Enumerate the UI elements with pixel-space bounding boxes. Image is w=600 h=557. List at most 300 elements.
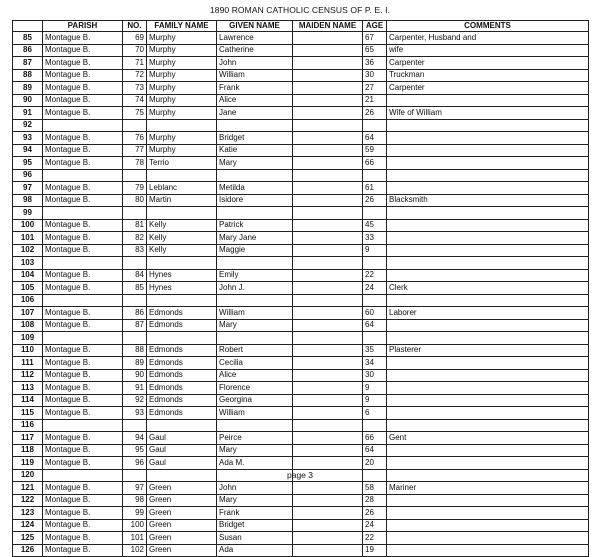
maiden-name-cell (293, 207, 363, 220)
table-row (13, 182, 589, 195)
table-row (13, 132, 589, 145)
row-number: 121 (13, 482, 43, 495)
comments-cell (387, 544, 589, 557)
comments-cell (387, 244, 589, 257)
parish-cell: Montague B. (43, 532, 123, 545)
family-name-cell: Edmonds (147, 382, 217, 395)
no-cell: 99 (123, 507, 147, 520)
age-cell: 22 (363, 269, 387, 282)
no-cell: 72 (123, 69, 147, 82)
given-name-cell: Patrick (217, 219, 293, 232)
family-name-cell: Green (147, 544, 217, 557)
no-cell (123, 294, 147, 307)
given-name-cell: Alice (217, 369, 293, 382)
family-name-cell: Edmonds (147, 357, 217, 370)
family-name-cell (147, 119, 217, 132)
row-number: 90 (13, 94, 43, 107)
age-cell: 33 (363, 232, 387, 245)
parish-cell (43, 332, 123, 345)
comments-cell (387, 294, 589, 307)
table-row (13, 294, 589, 307)
family-name-cell: Martin (147, 194, 217, 207)
comments-cell (387, 532, 589, 545)
family-name-cell: Murphy (147, 107, 217, 120)
no-cell: 92 (123, 394, 147, 407)
parish-cell: Montague B. (43, 219, 123, 232)
family-name-cell (147, 332, 217, 345)
family-name-cell: Edmonds (147, 307, 217, 320)
no-cell: 90 (123, 369, 147, 382)
maiden-name-cell (293, 119, 363, 132)
row-number: 92 (13, 119, 43, 132)
maiden-name-cell (293, 394, 363, 407)
given-name-cell: Emily (217, 269, 293, 282)
parish-cell: Montague B. (43, 494, 123, 507)
comments-cell (387, 369, 589, 382)
given-name-cell: Mary Jane (217, 232, 293, 245)
row-number: 98 (13, 194, 43, 207)
family-name-cell: Murphy (147, 132, 217, 145)
age-cell: 34 (363, 357, 387, 370)
row-number: 119 (13, 457, 43, 470)
maiden-name-cell (293, 407, 363, 420)
maiden-name-cell (293, 194, 363, 207)
maiden-name-cell (293, 107, 363, 120)
family-name-cell: Edmonds (147, 369, 217, 382)
parish-cell: Montague B. (43, 157, 123, 170)
given-name-cell: Peirce (217, 432, 293, 445)
row-number: 105 (13, 282, 43, 295)
no-cell (123, 257, 147, 270)
no-cell: 84 (123, 269, 147, 282)
comments-cell (387, 419, 589, 432)
comments-cell (387, 219, 589, 232)
parish-cell: Montague B. (43, 369, 123, 382)
no-cell: 98 (123, 494, 147, 507)
no-cell: 83 (123, 244, 147, 257)
table-row (13, 457, 589, 470)
comments-cell (387, 457, 589, 470)
parish-cell: Montague B. (43, 457, 123, 470)
comments-cell (387, 132, 589, 145)
no-cell: 81 (123, 219, 147, 232)
given-name-cell (217, 257, 293, 270)
age-cell (363, 207, 387, 220)
given-name-cell: Ada (217, 544, 293, 557)
no-cell: 70 (123, 44, 147, 57)
maiden-name-cell (293, 144, 363, 157)
row-number: 89 (13, 82, 43, 95)
maiden-name-cell (293, 382, 363, 395)
table-row (13, 244, 589, 257)
no-cell: 80 (123, 194, 147, 207)
row-number: 97 (13, 182, 43, 195)
age-cell (363, 257, 387, 270)
given-name-cell: Susan (217, 532, 293, 545)
no-cell (123, 419, 147, 432)
no-cell: 69 (123, 32, 147, 45)
table-row (13, 94, 589, 107)
age-cell: 45 (363, 219, 387, 232)
row-number: 96 (13, 169, 43, 182)
row-number: 117 (13, 432, 43, 445)
parish-cell (43, 207, 123, 220)
no-cell (123, 169, 147, 182)
comments-cell (387, 444, 589, 457)
table-row (13, 82, 589, 95)
age-cell: 19 (363, 544, 387, 557)
table-row (13, 232, 589, 245)
row-number: 100 (13, 219, 43, 232)
row-number: 94 (13, 144, 43, 157)
table-row (13, 32, 589, 45)
row-number: 114 (13, 394, 43, 407)
table-row (13, 207, 589, 220)
table-row (13, 319, 589, 332)
given-name-cell (217, 207, 293, 220)
comments-cell (387, 519, 589, 532)
comments-cell (387, 357, 589, 370)
page-number: page 3 (287, 470, 313, 480)
header-row (13, 21, 589, 32)
row-number: 87 (13, 57, 43, 70)
parish-cell: Montague B. (43, 32, 123, 45)
given-name-cell: Isidore (217, 194, 293, 207)
row-number: 86 (13, 44, 43, 57)
maiden-name-cell (293, 457, 363, 470)
row-number: 95 (13, 157, 43, 170)
given-name-cell: Catherine (217, 44, 293, 57)
age-cell: 30 (363, 69, 387, 82)
no-cell (123, 332, 147, 345)
maiden-name-cell (293, 444, 363, 457)
maiden-name-cell (293, 57, 363, 70)
age-cell: 24 (363, 519, 387, 532)
no-cell: 102 (123, 544, 147, 557)
parish-cell: Montague B. (43, 407, 123, 420)
given-name-cell: Mary (217, 157, 293, 170)
maiden-name-cell (293, 132, 363, 145)
maiden-name-cell (293, 544, 363, 557)
parish-cell (43, 169, 123, 182)
family-name-cell: Gaul (147, 432, 217, 445)
given-name-cell: Mary (217, 319, 293, 332)
given-name-cell: Mary (217, 494, 293, 507)
maiden-name-cell (293, 257, 363, 270)
parish-cell: Montague B. (43, 57, 123, 70)
table-row (13, 444, 589, 457)
age-cell: 9 (363, 244, 387, 257)
parish-cell: Montague B. (43, 44, 123, 57)
given-name-cell (217, 419, 293, 432)
comments-cell (387, 332, 589, 345)
parish-cell: Montague B. (43, 357, 123, 370)
age-cell: 24 (363, 282, 387, 295)
no-cell: 97 (123, 482, 147, 495)
no-cell: 101 (123, 532, 147, 545)
comments-cell (387, 207, 589, 220)
row-number: 104 (13, 269, 43, 282)
given-name-cell: Katie (217, 144, 293, 157)
maiden-name-cell (293, 182, 363, 195)
col-header-no: NO. (123, 21, 147, 32)
parish-cell: Montague B. (43, 544, 123, 557)
row-number: 109 (13, 332, 43, 345)
table-row (13, 332, 589, 345)
table-row (13, 107, 589, 120)
family-name-cell: Green (147, 482, 217, 495)
maiden-name-cell (293, 494, 363, 507)
no-cell: 75 (123, 107, 147, 120)
maiden-name-cell (293, 432, 363, 445)
parish-cell: Montague B. (43, 507, 123, 520)
parish-cell: Montague B. (43, 182, 123, 195)
age-cell: 35 (363, 344, 387, 357)
row-number: 115 (13, 407, 43, 420)
col-header-parish: PARISH (43, 21, 123, 32)
age-cell: 36 (363, 57, 387, 70)
maiden-name-cell (293, 482, 363, 495)
table-row (13, 69, 589, 82)
maiden-name-cell (293, 357, 363, 370)
page-title: 1890 ROMAN CATHOLIC CENSUS OF P. E. I. (209, 5, 391, 15)
age-cell: 65 (363, 44, 387, 57)
age-cell: 22 (363, 532, 387, 545)
table-row (13, 307, 589, 320)
comments-cell: Gent (387, 432, 589, 445)
given-name-cell (217, 119, 293, 132)
row-number: 91 (13, 107, 43, 120)
maiden-name-cell (293, 169, 363, 182)
row-number: 126 (13, 544, 43, 557)
parish-cell: Montague B. (43, 519, 123, 532)
comments-cell: Plasterer (387, 344, 589, 357)
table-row (13, 507, 589, 520)
col-header-comments: COMMENTS (387, 21, 589, 32)
family-name-cell: Leblanc (147, 182, 217, 195)
row-number: 106 (13, 294, 43, 307)
row-number: 85 (13, 32, 43, 45)
no-cell: 79 (123, 182, 147, 195)
no-cell: 96 (123, 457, 147, 470)
parish-cell: Montague B. (43, 82, 123, 95)
table-row (13, 432, 589, 445)
age-cell (363, 169, 387, 182)
age-cell: 64 (363, 444, 387, 457)
family-name-cell (147, 294, 217, 307)
comments-cell: Mariner (387, 482, 589, 495)
table-row (13, 157, 589, 170)
given-name-cell: Lawrence (217, 32, 293, 45)
col-header-family-name: FAMILY NAME (147, 21, 217, 32)
given-name-cell: Cecilia (217, 357, 293, 370)
table-row (13, 532, 589, 545)
family-name-cell: Edmonds (147, 407, 217, 420)
table-row (13, 57, 589, 70)
given-name-cell: Maggie (217, 244, 293, 257)
no-cell: 100 (123, 519, 147, 532)
maiden-name-cell (293, 232, 363, 245)
row-number: 113 (13, 382, 43, 395)
parish-cell: Montague B. (43, 344, 123, 357)
col-header-index (13, 21, 43, 32)
comments-cell: Wife of William (387, 107, 589, 120)
parish-cell: Montague B. (43, 432, 123, 445)
given-name-cell: William (217, 69, 293, 82)
given-name-cell: Ada M. (217, 457, 293, 470)
age-cell (363, 332, 387, 345)
comments-cell (387, 507, 589, 520)
maiden-name-cell (293, 269, 363, 282)
comments-cell (387, 169, 589, 182)
parish-cell (43, 119, 123, 132)
row-number: 122 (13, 494, 43, 507)
age-cell: 28 (363, 494, 387, 507)
maiden-name-cell (293, 157, 363, 170)
family-name-cell: Gaul (147, 457, 217, 470)
family-name-cell (147, 419, 217, 432)
no-cell: 78 (123, 157, 147, 170)
no-cell: 76 (123, 132, 147, 145)
row-number: 88 (13, 69, 43, 82)
table-row (13, 394, 589, 407)
comments-cell (387, 382, 589, 395)
given-name-cell: Mary (217, 444, 293, 457)
age-cell: 20 (363, 457, 387, 470)
table-row (13, 369, 589, 382)
given-name-cell: Bridget (217, 519, 293, 532)
maiden-name-cell (293, 507, 363, 520)
age-cell: 67 (363, 32, 387, 45)
table-row (13, 144, 589, 157)
maiden-name-cell (293, 32, 363, 45)
maiden-name-cell (293, 519, 363, 532)
comments-cell: Carpenter (387, 57, 589, 70)
age-cell (363, 419, 387, 432)
maiden-name-cell (293, 82, 363, 95)
comments-cell: Clerk (387, 282, 589, 295)
row-number: 118 (13, 444, 43, 457)
maiden-name-cell (293, 307, 363, 320)
table-row (13, 519, 589, 532)
maiden-name-cell (293, 69, 363, 82)
age-cell: 27 (363, 82, 387, 95)
family-name-cell: Hynes (147, 282, 217, 295)
no-cell: 88 (123, 344, 147, 357)
no-cell: 87 (123, 319, 147, 332)
family-name-cell: Green (147, 532, 217, 545)
maiden-name-cell (293, 282, 363, 295)
age-cell: 9 (363, 394, 387, 407)
family-name-cell: Terrio (147, 157, 217, 170)
table-row (13, 419, 589, 432)
age-cell: 58 (363, 482, 387, 495)
maiden-name-cell (293, 44, 363, 57)
given-name-cell: Bridget (217, 132, 293, 145)
given-name-cell: John J. (217, 282, 293, 295)
row-number: 107 (13, 307, 43, 320)
comments-cell (387, 119, 589, 132)
col-header-age: AGE (363, 21, 387, 32)
row-number: 101 (13, 232, 43, 245)
col-header-maiden-name: MAIDEN NAME (293, 21, 363, 32)
parish-cell: Montague B. (43, 94, 123, 107)
no-cell: 91 (123, 382, 147, 395)
comments-cell: Carpenter (387, 82, 589, 95)
family-name-cell: Murphy (147, 144, 217, 157)
row-number: 93 (13, 132, 43, 145)
parish-cell: Montague B. (43, 307, 123, 320)
no-cell: 77 (123, 144, 147, 157)
maiden-name-cell (293, 294, 363, 307)
given-name-cell: Frank (217, 82, 293, 95)
table-row (13, 482, 589, 495)
table-row (13, 169, 589, 182)
no-cell: 95 (123, 444, 147, 457)
table-row (13, 219, 589, 232)
parish-cell: Montague B. (43, 382, 123, 395)
given-name-cell: Alice (217, 94, 293, 107)
no-cell: 93 (123, 407, 147, 420)
no-cell: 94 (123, 432, 147, 445)
table-row (13, 194, 589, 207)
age-cell: 9 (363, 382, 387, 395)
parish-cell: Montague B. (43, 282, 123, 295)
family-name-cell: Kelly (147, 244, 217, 257)
parish-cell: Montague B. (43, 319, 123, 332)
comments-cell (387, 269, 589, 282)
col-header-given-name: GIVEN NAME (217, 21, 293, 32)
given-name-cell: Florence (217, 382, 293, 395)
given-name-cell: Robert (217, 344, 293, 357)
table-row (13, 382, 589, 395)
no-cell: 71 (123, 57, 147, 70)
family-name-cell (147, 257, 217, 270)
table-row (13, 544, 589, 557)
comments-cell (387, 144, 589, 157)
age-cell: 64 (363, 319, 387, 332)
age-cell: 26 (363, 507, 387, 520)
comments-cell: Carpenter, Husband and (387, 32, 589, 45)
parish-cell: Montague B. (43, 232, 123, 245)
parish-cell: Montague B. (43, 144, 123, 157)
parish-cell: Montague B. (43, 444, 123, 457)
given-name-cell: John (217, 482, 293, 495)
given-name-cell: Metilda (217, 182, 293, 195)
no-cell: 82 (123, 232, 147, 245)
family-name-cell: Edmonds (147, 344, 217, 357)
parish-cell: Montague B. (43, 107, 123, 120)
comments-cell (387, 94, 589, 107)
parish-cell: Montague B. (43, 482, 123, 495)
table-row (13, 344, 589, 357)
parish-cell (43, 257, 123, 270)
age-cell: 30 (363, 369, 387, 382)
table-row (13, 44, 589, 57)
no-cell: 85 (123, 282, 147, 295)
family-name-cell: Kelly (147, 232, 217, 245)
row-number: 111 (13, 357, 43, 370)
age-cell: 21 (363, 94, 387, 107)
parish-cell: Montague B. (43, 132, 123, 145)
age-cell: 6 (363, 407, 387, 420)
age-cell: 66 (363, 432, 387, 445)
family-name-cell: Gaul (147, 444, 217, 457)
given-name-cell: Frank (217, 507, 293, 520)
parish-cell (43, 294, 123, 307)
parish-cell: Montague B. (43, 69, 123, 82)
row-number: 110 (13, 344, 43, 357)
